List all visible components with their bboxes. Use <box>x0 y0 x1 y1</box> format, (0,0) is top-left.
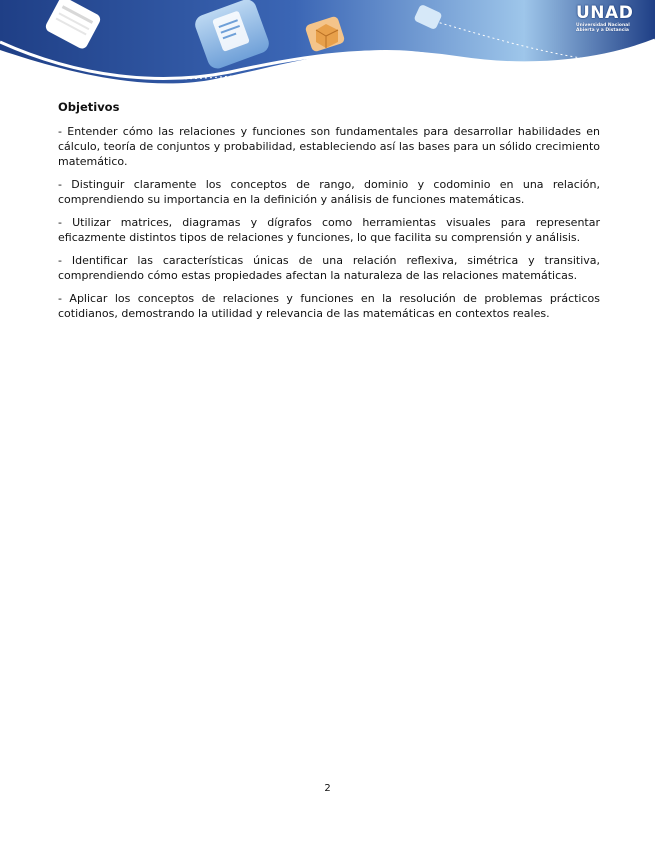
document-body <box>58 100 600 329</box>
logo-subtitle-line2: Abierta y a Distancia <box>576 28 629 33</box>
objective-paragraph-1: - Entender cómo las relaciones y funciones son fundamentales para desarrollar habilidades en cálculo, teoría de conjuntos y probabilidad, estableciendo así las bases para un sólido crecimiento matemático. <box>58 125 600 168</box>
page-header <box>0 0 655 90</box>
section-heading: Objetivos <box>58 100 120 114</box>
header-banner <box>0 0 655 90</box>
objective-paragraph-5: - Aplicar los conceptos de relaciones y funciones en la resolución de problemas prácticos cotidianos, demostrando la utilidad y relevancia de las matemáticas en contextos reales. <box>58 292 600 320</box>
objective-paragraph-3: - Utilizar matrices, diagramas y dígrafos como herramientas visuales para representar eficazmente distintos tipos de relaciones y funciones, lo que facilita su comprensión y análisis. <box>58 216 600 244</box>
unad-logo <box>576 3 646 33</box>
logo-wordmark: UNAD <box>576 3 634 23</box>
logo-subtitle-line1: Universidad Nacional <box>576 23 630 28</box>
objective-paragraph-4: - Identificar las características únicas de una relación reflexiva, simétrica y transitiva, comprendiendo cómo estas propiedades afectan la naturaleza de las relaciones matemáticas. <box>58 254 600 282</box>
objective-paragraph-2: - Distinguir claramente los conceptos de rango, dominio y codominio en una relación, comprendiendo su importancia en la definición y análisis de funciones matemáticas. <box>58 178 600 206</box>
page-number: 2 <box>324 783 331 794</box>
